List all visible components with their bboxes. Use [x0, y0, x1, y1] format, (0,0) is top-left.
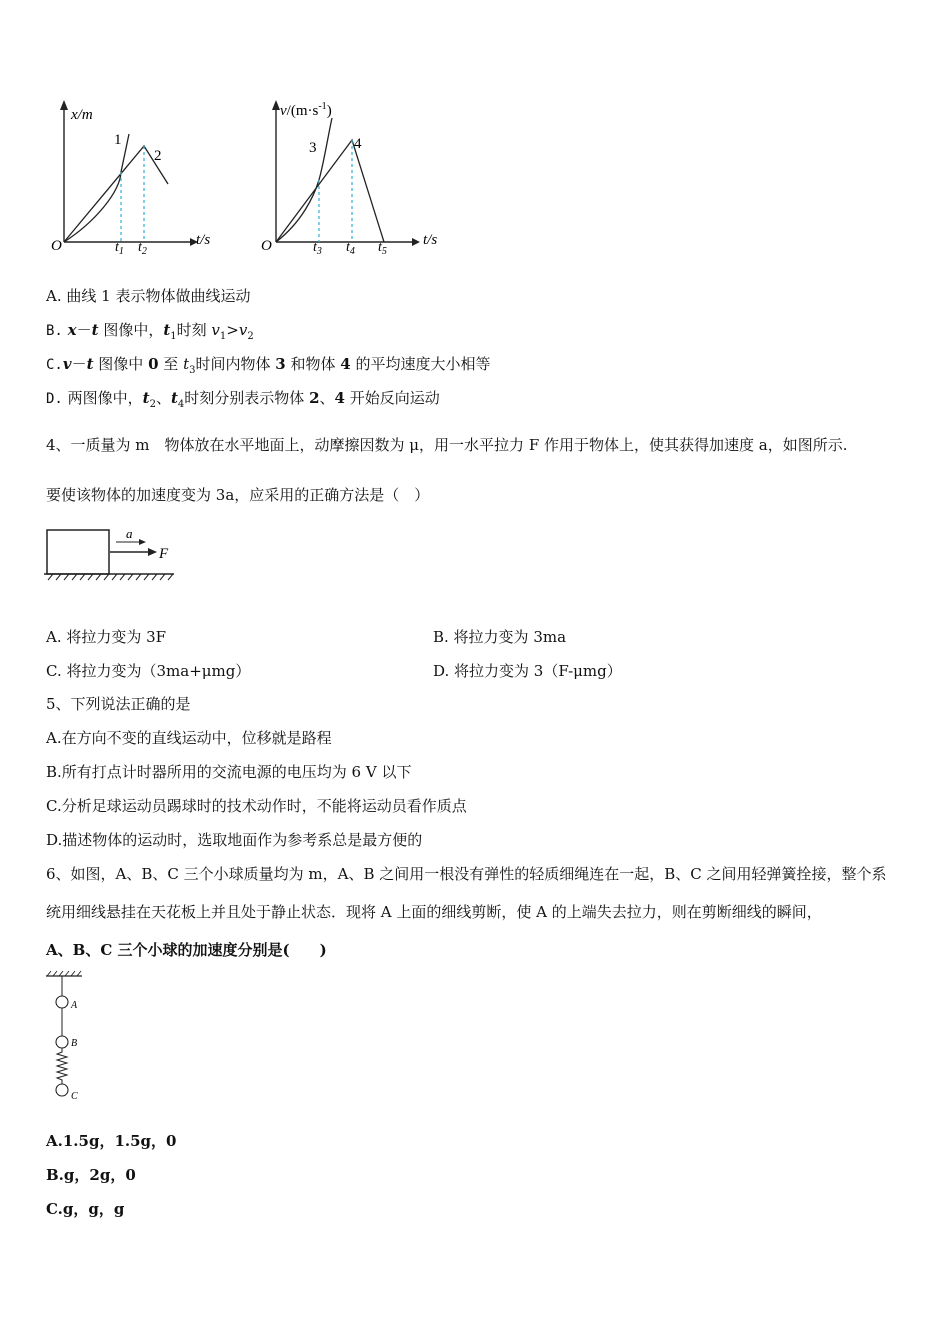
- q3-option-c: C.v－t 图像中 0 至 $t_3$时间内物体 3 和物体 4 的平均速度大小相等: [46, 355, 491, 376]
- xt-y-label: x/m: [71, 107, 93, 123]
- vt-t5-label: $t_5$: [378, 240, 387, 257]
- q5-option-a: A.在方向不变的直线运动中，位移就是路程: [46, 729, 332, 747]
- vt-origin-label: O: [261, 238, 272, 254]
- q6-stem-line3: A、B、C 三个小球的加速度分别是( ): [46, 941, 327, 959]
- ground-hatching: [48, 574, 173, 580]
- q5-option-d: D.描述物体的运动时，选取地面作为参考系总是最方便的: [46, 831, 423, 849]
- xt-t1-label: $t_1$: [115, 240, 124, 257]
- vt-curve-3-label: 3: [309, 140, 317, 156]
- vt-t4-label: $t_4$: [346, 240, 355, 257]
- vt-t-label: t/s: [423, 232, 438, 248]
- xt-t-label: t/s: [196, 232, 211, 248]
- accel-label: a: [126, 526, 133, 541]
- ball-a: [56, 996, 68, 1008]
- q6-option-c: C.g，g，g: [46, 1200, 125, 1218]
- ball-b-label: B: [71, 1038, 78, 1049]
- ball-b: [56, 1036, 68, 1048]
- bc-spring: [57, 1048, 67, 1084]
- ball-c-label: C: [71, 1091, 78, 1102]
- block-figure: [44, 526, 179, 586]
- q6-stem-line2: 统用细线悬挂在天花板上并且处于静止状态．现将 A 上面的细线剪断，使 A 的上端失去拉力，则在剪断细线的瞬间，: [46, 903, 822, 921]
- q3-option-b: B. x－t 图像中，$t_1$时刻 $v_1>v_2$: [46, 321, 254, 342]
- xt-t2-label: $t_2$: [138, 240, 147, 257]
- vt-curve-3: [276, 118, 332, 242]
- xt-origin-label: O: [51, 238, 62, 254]
- q6-stem-line1: 6、如图，A、B、C 三个小球质量均为 m，A、B 之间用一根没有弹性的轻质细绳连在一起，B、C 之间用轻弹簧拴接，整个系: [46, 865, 887, 883]
- q3-option-d: D. 两图像中，$t_2$、$t_4$时刻分别表示物体 2、4 开始反向运动: [46, 389, 440, 410]
- q5-option-c: C.分析足球运动员踢球时的技术动作时，不能将运动员看作质点: [46, 797, 467, 815]
- q5-option-b: B.所有打点计时器所用的交流电源的电压均为 6 V 以下: [46, 763, 412, 781]
- q4-stem-line1: 4、一质量为 m 物体放在水平地面上，动摩擦因数为 μ，用一水平拉力 F 作用于物体上，使其获得加速度 a，如图所示.: [46, 436, 848, 454]
- xt-curve-2-label: 2: [154, 148, 162, 164]
- q4-stem-line2: 要使该物体的加速度变为 3a，应采用的正确方法是（ ）: [46, 486, 430, 504]
- xt-curve-1: [64, 134, 129, 242]
- q3-option-a: A. 曲线 1 表示物体做曲线运动: [46, 287, 251, 305]
- force-label: F: [159, 546, 169, 562]
- q4-option-b: B. 将拉力变为 3ma: [433, 628, 567, 646]
- q6-option-a: A.1.5g，1.5g，0: [46, 1132, 177, 1150]
- q5-stem: 5、下列说法正确的是: [46, 695, 191, 713]
- q4-option-c: C. 将拉力变为（3ma+μmg）: [46, 662, 251, 680]
- ball-a-label: A: [71, 1000, 78, 1011]
- vt-graph: [252, 96, 452, 261]
- xt-graph: [40, 96, 230, 261]
- block: [47, 530, 109, 574]
- xt-curve-1-label: 1: [114, 132, 122, 148]
- vt-y-label: $v/(m\cdot s^{-1})$: [280, 101, 332, 119]
- ball-c: [56, 1084, 68, 1096]
- q4-option-a: A. 将拉力变为 3F: [46, 628, 167, 646]
- xt-curve-2: [64, 146, 168, 242]
- q4-option-d: D. 将拉力变为 3（F-μmg）: [433, 662, 622, 680]
- vt-t3-label: $t_3$: [313, 240, 322, 257]
- q6-option-b: B.g，2g，0: [46, 1166, 136, 1184]
- ceiling-hatching: [47, 971, 81, 976]
- balls-spring-figure: [44, 970, 104, 1105]
- vt-curve-4-label: 4: [354, 136, 362, 152]
